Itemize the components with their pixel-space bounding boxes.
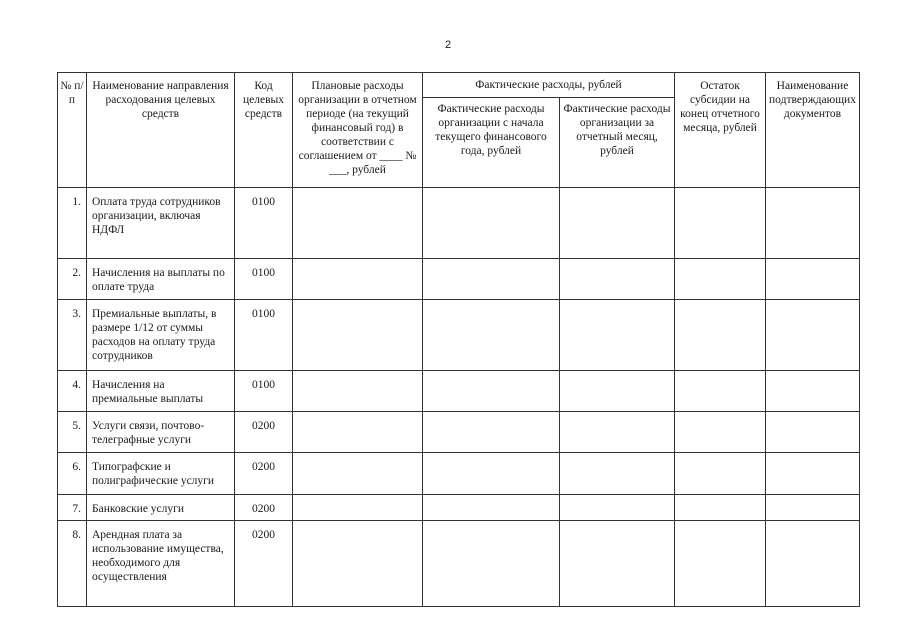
row-code: 0100 (235, 188, 293, 259)
header-actual-group: Фактические расходы, рублей (423, 73, 675, 98)
table-row (58, 259, 860, 300)
actual-ytd-cell[interactable] (423, 495, 560, 521)
documents-cell[interactable] (766, 412, 860, 453)
documents-cell[interactable] (766, 453, 860, 495)
actual-month-cell[interactable] (560, 300, 675, 371)
planned-cell[interactable] (293, 453, 423, 495)
header-planned: Плановые расходы организации в отчетном периоде (на текущий финансовый год) в соответствии с соглашением от ____ № ___, рублей (293, 73, 423, 188)
row-num: 4. (58, 371, 87, 412)
actual-ytd-cell[interactable] (423, 371, 560, 412)
actual-ytd-cell[interactable] (423, 300, 560, 371)
row-num: 6. (58, 453, 87, 495)
remainder-cell[interactable] (675, 453, 766, 495)
planned-cell[interactable] (293, 495, 423, 521)
actual-ytd-cell[interactable] (423, 412, 560, 453)
row-code: 0200 (235, 412, 293, 453)
actual-month-cell[interactable] (560, 371, 675, 412)
documents-cell[interactable] (766, 371, 860, 412)
actual-month-cell[interactable] (560, 188, 675, 259)
actual-month-cell[interactable] (560, 453, 675, 495)
header-num: № п/п (58, 73, 87, 188)
row-num: 2. (58, 259, 87, 300)
table-row (58, 521, 860, 607)
documents-cell[interactable] (766, 188, 860, 259)
actual-month-cell[interactable] (560, 412, 675, 453)
header-actual-ytd: Фактические расходы организации с начала текущего финансового года, рублей (423, 98, 560, 188)
header-row-top (58, 73, 860, 98)
row-name: Арендная плата за использование имущества, необходимого для осуществления (87, 521, 235, 607)
table-row (58, 412, 860, 453)
row-code: 0200 (235, 495, 293, 521)
planned-cell[interactable] (293, 412, 423, 453)
row-num: 1. (58, 188, 87, 259)
planned-cell[interactable] (293, 188, 423, 259)
planned-cell[interactable] (293, 521, 423, 607)
table-row (58, 453, 860, 495)
table-row (58, 300, 860, 371)
header-code: Код целевых средств (235, 73, 293, 188)
row-num: 3. (58, 300, 87, 371)
row-name: Услуги связи, почтово-телеграфные услуги (87, 412, 235, 453)
actual-ytd-cell[interactable] (423, 521, 560, 607)
remainder-cell[interactable] (675, 300, 766, 371)
row-name: Премиальные выплаты, в размере 1/12 от суммы расходов на оплату труда сотрудников (87, 300, 235, 371)
actual-month-cell[interactable] (560, 259, 675, 300)
table-row (58, 188, 860, 259)
remainder-cell[interactable] (675, 259, 766, 300)
expense-report-table (57, 72, 860, 607)
actual-ytd-cell[interactable] (423, 188, 560, 259)
row-num: 8. (58, 521, 87, 607)
remainder-cell[interactable] (675, 371, 766, 412)
row-code: 0200 (235, 521, 293, 607)
documents-cell[interactable] (766, 259, 860, 300)
row-name: Типографские и полиграфические услуги (87, 453, 235, 495)
table-row (58, 371, 860, 412)
planned-cell[interactable] (293, 300, 423, 371)
row-name: Оплата труда сотрудников организации, включая НДФЛ (87, 188, 235, 259)
row-name: Банковские услуги (87, 495, 235, 521)
row-code: 0100 (235, 371, 293, 412)
row-num: 5. (58, 412, 87, 453)
row-num: 7. (58, 495, 87, 521)
actual-ytd-cell[interactable] (423, 259, 560, 300)
actual-month-cell[interactable] (560, 495, 675, 521)
planned-cell[interactable] (293, 371, 423, 412)
row-code: 0100 (235, 300, 293, 371)
documents-cell[interactable] (766, 521, 860, 607)
documents-cell[interactable] (766, 495, 860, 521)
remainder-cell[interactable] (675, 495, 766, 521)
actual-ytd-cell[interactable] (423, 453, 560, 495)
row-code: 0100 (235, 259, 293, 300)
remainder-cell[interactable] (675, 188, 766, 259)
documents-cell[interactable] (766, 300, 860, 371)
remainder-cell[interactable] (675, 412, 766, 453)
remainder-cell[interactable] (675, 521, 766, 607)
header-documents: Наименование подтверждающих документов (766, 73, 860, 188)
header-remainder: Остаток субсидии на конец отчетного месяца, рублей (675, 73, 766, 188)
table-row (58, 495, 860, 521)
planned-cell[interactable] (293, 259, 423, 300)
row-name: Начисления на премиальные выплаты (87, 371, 235, 412)
actual-month-cell[interactable] (560, 521, 675, 607)
row-name: Начисления на выплаты по оплате труда (87, 259, 235, 300)
row-code: 0200 (235, 453, 293, 495)
header-name: Наименование направления расходования целевых средств (87, 73, 235, 188)
header-actual-month: Фактические расходы организации за отчетный месяц, рублей (560, 98, 675, 188)
page-number: 2 (444, 39, 452, 51)
